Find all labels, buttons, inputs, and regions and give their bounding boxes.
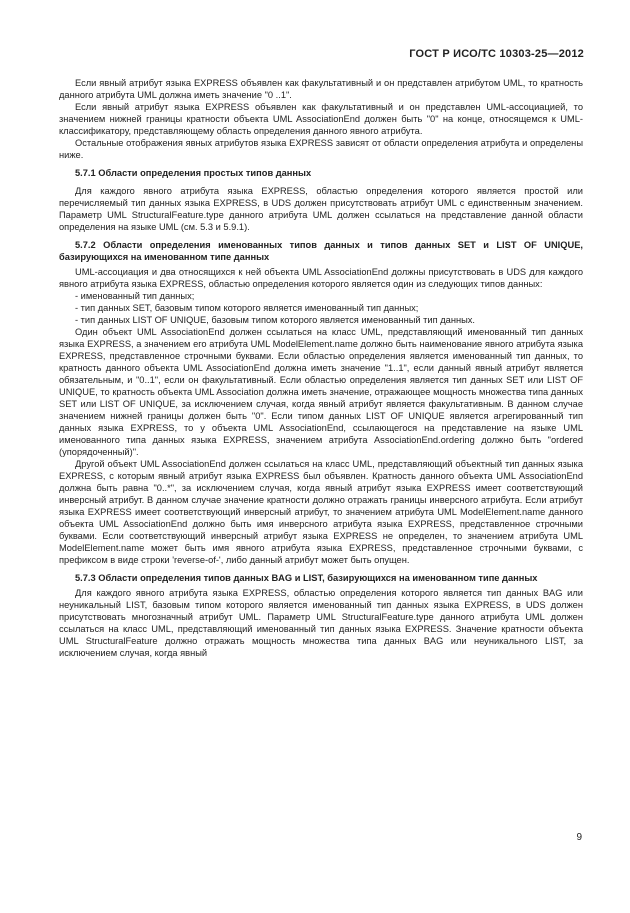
page-content xyxy=(59,77,583,659)
section-5-7-2-paragraph-2: Другой объект UML AssociationEnd должен ссылаться на класс UML, представляющий объектный тип данных языка EXPRESS, с которым явный атрибут языка EXPRESS был объявлен. Кратность данного объекта UML AssociationEnd должна быть равна "0..*", за исключением случая, когда явный атрибут языка EXPRESS имеет соответствующий инверсный атрибут. В данном случае значение кратности должно отражать границы инверсного атрибута. Если атрибут языка EXPRESS имеет соответствующий инверсный атрибут, то значением атрибута UML ModelElement.name данного объекта UML AssociationEnd должно быть имя инверсного атрибута языка EXPRESS, представленное строчными буквами. Если соответствующий инверсный атрибут языка EXPRESS не определен, то значением атрибута UML ModelElement.name может быть имя явного атрибута языка EXPRESS, представленное строчными буквами, с префиксом в виде строки 'reverse-of-', либо данный атрибут может быть опущен. xyxy=(59,459,583,565)
section-5-7-1-body: Для каждого явного атрибута языка EXPRESS, областью определения которого является простой или перечисляемый тип данных языка EXPRESS, в UDS должен присутствовать атрибут UML с единственным значением. Параметр UML StructuralFeature.type данного атрибута UML должен ссылаться на представление данной области определения на языке UML (см. 5.3 и 5.9.1). xyxy=(59,186,583,232)
paragraph-optional-attribute: Если явный атрибут языка EXPRESS объявлен как факультативный и он представлен атрибутом UML, то кратность данного атрибута UML должна иметь значение "0 ..1". xyxy=(59,78,583,100)
document-id-header: ГОСТ Р ИСО/ТС 10303-25—2012 xyxy=(409,48,584,60)
section-heading-5-7-3: 5.7.3 Области определения типов данных BAG и LIST, базирующихся на именованном типе данных xyxy=(75,573,538,583)
list-item: - тип данных SET, базовым типом которого является именованный тип данных; xyxy=(75,303,419,313)
paragraph-optional-association: Если явный атрибут языка EXPRESS объявлен как факультативный и он представлен UML-ассоциацией, то значением нижней границы кратности объекта UML AssociationEnd должен быть "0" на конце, относящемся к UML-классификатору, представляющему область определения данного явного атрибута. xyxy=(59,102,583,136)
section-5-7-2-intro: UML-ассоциация и два относящихся к ней объекта UML AssociationEnd должны присутствовать в UDS для каждого явного атрибута языка EXPRESS, областью определения которого является один из следующих типов данных: xyxy=(59,267,583,289)
list-item: - именованный тип данных; xyxy=(75,291,195,301)
paragraph-other-mappings: Остальные отображения явных атрибутов языка EXPRESS зависят от области определения атрибута и определены ниже. xyxy=(59,138,583,160)
section-5-7-2-paragraph-1: Один объект UML AssociationEnd должен ссылаться на класс UML, представляющий именованный тип данных языка EXPRESS, а значением его атрибута UML ModelElement.name должно быть наименование явного атрибута языка EXPRESS, представленное строчными буквами. Если областью определения является именованный тип данных, то кратность данного объекта UML AssociationEnd должна иметь значение "1..1", если данный явный атрибут является обязательным, и "0..1", если он факультативный. Если областью определения является тип данных SET или LIST OF UNIQUE, то кратность объекта UML Association должна иметь значение, отражающее мощность множества типа данных SET или LIST OF UNIQUE, за исключением случая, когда явный атрибут является факультативным. В данном случае значением нижней границы должен быть "0". Если типом данных LIST OF UNIQUE является агрегированный тип данных языка EXPRESS, то у объекта UML AssociationEnd, ссылающегося на представление на языке UML именованного типа данных языка EXPRESS, значением атрибута AssociationEnd.ordering должно быть "ordered (упорядоченный)". xyxy=(59,327,583,457)
section-heading-5-7-1: 5.7.1 Области определения простых типов данных xyxy=(75,168,312,178)
page-number: 9 xyxy=(576,832,582,843)
section-heading-5-7-2: 5.7.2 Области определения именованных типов данных и типов данных SET и LIST OF UNIQUE, базирующихся на именованном типе данных xyxy=(59,240,583,262)
section-5-7-3-body: Для каждого явного атрибута языка EXPRESS, областью определения которого является тип данных BAG или неуникальный LIST, базовым типом которого является именованный тип данных языка EXPRESS, в UDS должен присутствовать многозначный атрибут UML. Параметр UML StructuralFeature.type данного атрибута UML должен ссылаться на класс UML, представляющий именованный тип данных языка EXPRESS. Значение кратности объекта UML StructuralFeature должно отражать мощность множества типа данных BAG или неуникального LIST, за исключением случая, когда явный xyxy=(59,588,583,658)
list-item: - тип данных LIST OF UNIQUE, базовым типом которого является именованный тип данных. xyxy=(75,315,476,325)
